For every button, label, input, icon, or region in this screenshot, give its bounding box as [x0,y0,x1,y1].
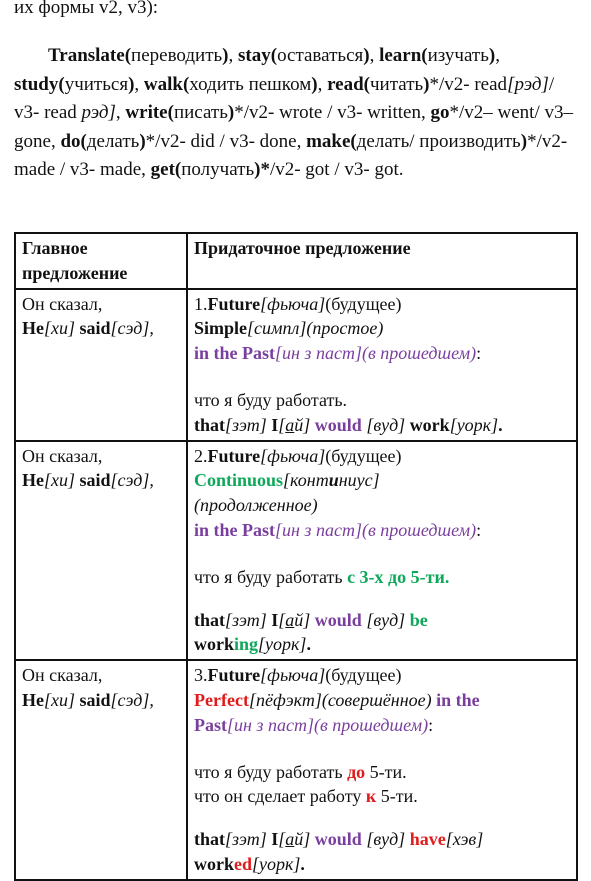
verb-forms: */v2- did / v3- done [145,130,297,152]
example-en-cont: working[уорк]. [194,634,311,655]
verb-forms: */v2- wrote / v3- written [234,102,421,124]
verb-word: write( [125,102,174,124]
verb-translation: читать [370,73,424,95]
tense-line-2: Continuous[континиус] [194,470,380,491]
verb-separator: , [369,45,380,66]
main-clause-ru: Он сказал, [22,445,103,466]
main-clause-en: He[хи] said[сэд], [22,470,154,491]
verb-separator: , [495,45,500,66]
subordinate-clause-cell [187,441,577,661]
verb-separator: , [421,102,431,124]
verb-word: Translate( [48,45,132,66]
verb-list [14,42,574,185]
verb-word: learn( [379,45,428,66]
verb-word: go [430,102,450,124]
verb-separator: , [317,73,328,95]
intro-line: их формы v2, v3): [14,0,159,18]
verb-transcription: рэд] [81,102,116,124]
tense-line-1: 1.Future[фьюча](будущее) [194,293,402,314]
verb-close: ) [227,102,235,124]
main-clause-en: He[хи] said[сэд], [22,689,154,710]
verb-close: ) [488,45,496,66]
main-clause-cell [15,289,187,441]
subordinate-clause-cell [187,289,577,441]
main-clause-en: He[хи] said[сэд], [22,318,154,339]
table-header-row [15,233,577,289]
verb-translation: ходить пешком [189,73,312,95]
verb-word: make( [306,130,357,152]
verb-close: ) [423,73,430,95]
verb-separator: , [134,73,144,95]
verb-close: )* [254,159,270,181]
verb-close: ) [222,45,229,66]
verb-translation: оставаться [277,45,364,66]
example-en-cont: worked[уорк]. [194,853,305,874]
verb-translation: делать [86,130,140,152]
verb-separator: , [50,130,61,152]
verb-separator: , [228,45,238,66]
tense-line-past: in the Past[ин з паст](в прошедшем): [194,519,482,540]
verb-word: study( [14,73,65,95]
verb-forms: / v3- read [14,73,555,124]
verb-translation: писать [173,102,228,124]
verb-translation: делать/ производить [356,130,521,152]
grammar-table [14,232,578,881]
tense-line-1: 2.Future[фьюча](будущее) [194,445,402,466]
verb-separator: , [141,159,151,181]
example-en: that[зэт] I[ай] would [вуд] work[уорк]. [194,414,503,435]
verb-word: stay( [238,45,278,66]
verb-translation: переводить [131,45,223,66]
verb-word: do( [60,130,87,152]
verb-forms: */v2– went/ v3– gone [14,102,573,152]
example-ru: что я буду работать с 3-х до 5-ти. [194,566,450,587]
tense-line-2: Simple[симпл](простое) [194,318,384,339]
main-clause-cell [15,441,187,661]
example-ru-1: что я буду работать до 5-ти. [194,761,407,782]
main-clause-ru: Он сказал, [22,665,103,686]
tense-line-3: (продолженное) [194,495,318,516]
main-clause-ru: Он сказал, [22,293,103,314]
tense-line-past: Past[ин з паст](в прошедшем): [194,714,434,735]
verb-word: get( [150,159,182,181]
example-en: that[зэт] I[ай] would [вуд] be [194,609,428,630]
verb-close: ) [520,130,528,152]
verb-close: ) [139,130,146,152]
verb-translation: получать [181,159,255,181]
verb-forms: /v2- got / v3- got. [269,159,404,181]
tense-line-1: 3.Future[фьюча](будущее) [194,665,402,686]
table-row [15,289,577,441]
tense-line-past: in the Past[ин з паст](в прошедшем): [194,343,482,364]
header-subordinate-clause: Придаточное предложение [187,233,577,289]
verb-translation: учиться [64,73,129,95]
tense-line-2: Perfect[пёфэкт](совершённое) in the [194,689,480,710]
verb-close: ) [311,73,318,95]
verb-forms: */v2- made / v3- made [14,130,568,181]
verb-separator: , [115,102,126,124]
example-en: that[зэт] I[ай] would [вуд] have[хэв] [194,829,484,850]
verb-translation: изучать [427,45,489,66]
verb-word: walk( [143,73,190,95]
verb-forms: */v2- read [429,73,508,95]
verb-word: read( [327,73,370,95]
verb-close: ) [128,73,135,95]
table-row [15,441,577,661]
verb-close: ) [363,45,370,66]
verb-separator: , [296,130,307,152]
verb-transcription: [рэд] [507,73,549,95]
example-ru: что я буду работать. [194,389,348,410]
header-main-clause: Главное предложение [15,233,187,289]
example-ru-2: что он сделает работу к 5-ти. [194,786,418,807]
